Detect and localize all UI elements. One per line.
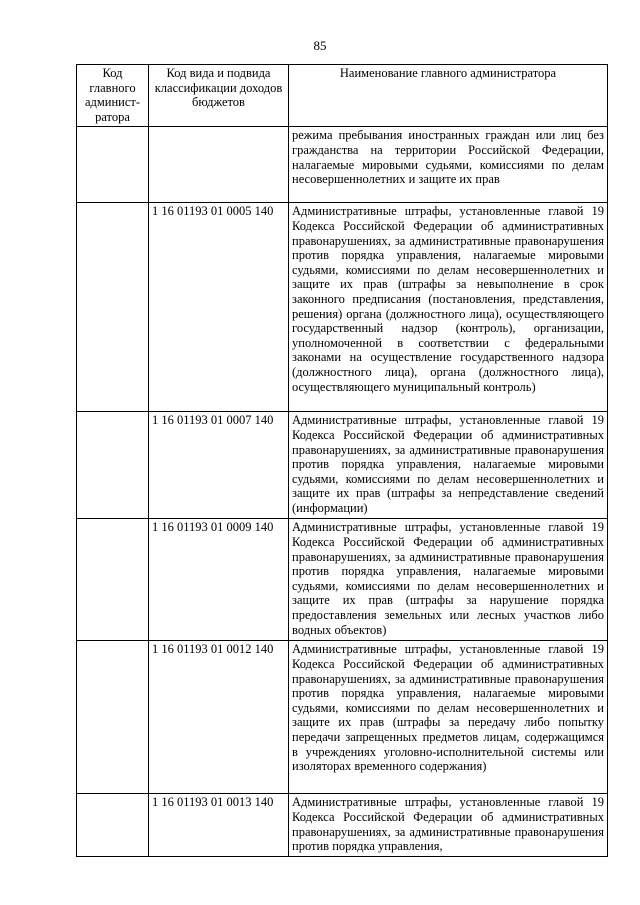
admin-name-cell: Административные штрафы, установленные главой 19 Кодекса Российской Федерации об административных правонарушениях, за административные правонарушения против порядка управления,: [289, 794, 608, 856]
header-admin-name: Наименование главного администратора: [289, 65, 608, 127]
admin-code-cell: [77, 519, 149, 641]
table-row: [77, 519, 608, 641]
admin-name-cell: Административные штрафы, установленные главой 19 Кодекса Российской Федерации об административных правонарушениях, за административные правонарушения против порядка управления, налагаемые мировыми судьями, комиссиями по делам несовершеннолетних и защите их прав (штрафы за нарушение порядка предоставления земельных или лесных участков либо водных объектов): [289, 519, 608, 641]
income-code-cell: 1 16 01193 01 0005 140: [149, 203, 289, 412]
table-row: [77, 641, 608, 794]
admin-code-cell: [77, 794, 149, 856]
admin-name-cell: режима пребывания иностранных граждан или лиц без гражданства на территории Российской Федерации, налагаемые мировыми судьями, комиссиями по делам несовершеннолетних и защите их прав: [289, 127, 608, 203]
income-code-cell: 1 16 01193 01 0013 140: [149, 794, 289, 856]
table-row: [77, 127, 608, 203]
income-code-cell: [149, 127, 289, 203]
admin-code-cell: [77, 412, 149, 519]
income-code-cell: 1 16 01193 01 0007 140: [149, 412, 289, 519]
income-code-cell: 1 16 01193 01 0009 140: [149, 519, 289, 641]
income-code-cell: 1 16 01193 01 0012 140: [149, 641, 289, 794]
header-admin-code: Код главного админист-ратора: [77, 65, 149, 127]
table-row: [77, 794, 608, 856]
admin-name-cell: Административные штрафы, установленные главой 19 Кодекса Российской Федерации об административных правонарушениях, за административные правонарушения против порядка управления, налагаемые мировыми судьями, комиссиями по делам несовершеннолетних и защите их прав (штрафы за передачу либо попытку передачи запрещенных предметов лицам, содержащимся в учреждениях уголовно-исполнительной системы или изоляторах временного содержания): [289, 641, 608, 794]
admin-name-cell: Административные штрафы, установленные главой 19 Кодекса Российской Федерации об административных правонарушениях, за административные правонарушения против порядка управления, налагаемые мировыми судьями, комиссиями по делам несовершеннолетних и защите их прав (штрафы за невыполнение в срок законного предписания (постановления, представления, решения) органа (должностного лица), осуществляющего государственный надзор (контроль), организации, уполномоченной в соответствии с федеральными законами на осуществление государственного надзора (должностного лица), органа (должностного лица), осуществляющего муниципальный контроль): [289, 203, 608, 412]
page-number: 85: [313, 38, 327, 53]
admin-code-cell: [77, 127, 149, 203]
admin-code-cell: [77, 203, 149, 412]
admin-name-cell: Административные штрафы, установленные главой 19 Кодекса Российской Федерации об административных правонарушениях, за административные правонарушения против порядка управления, налагаемые мировыми судьями, комиссиями по делам несовершеннолетних и защите их прав (штрафы за непредставление сведений (информации): [289, 412, 608, 519]
budget-classification-table: [76, 64, 608, 857]
admin-code-cell: [77, 641, 149, 794]
table-header-row: [77, 65, 608, 127]
header-income-code: Код вида и подвида классификации доходов бюджетов: [149, 65, 289, 127]
table-row: [77, 412, 608, 519]
table-row: [77, 203, 608, 412]
